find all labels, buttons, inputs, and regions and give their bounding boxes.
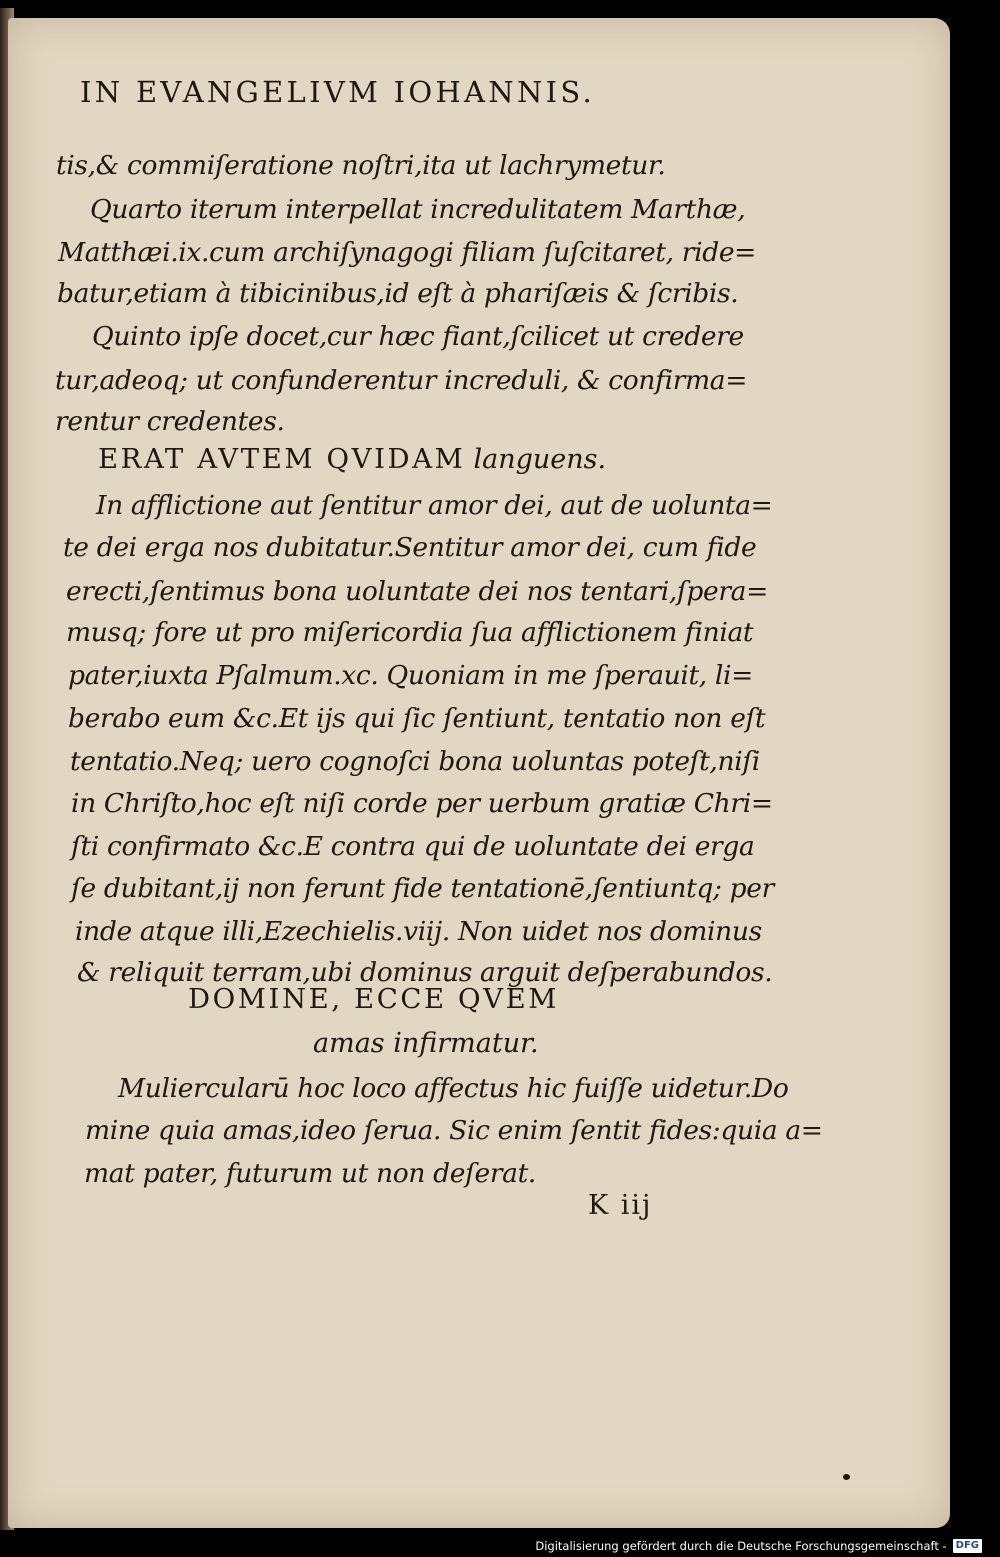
text-line: musq; fore ut pro miſericordia ſua afflictionem finiat (66, 617, 754, 648)
text-line: tis,& commiſeratione noſtri,ita ut lachrymetur. (56, 150, 666, 181)
text-line: berabo eum &c.Et ijs qui ſic ſentiunt, tentatio non eſt (68, 703, 766, 734)
text-line: tentatio.Neq; uero cognoſci bona uoluntas poteſt,niſi (70, 746, 760, 777)
text-line: In afflictione aut ſentitur amor dei, aut de uolunta= (96, 490, 773, 521)
text-line: pater,iuxta Pſalmum.xc. Quoniam in me ſperauit, li= (68, 660, 754, 691)
section-heading-italic: languens. (473, 444, 607, 475)
text-line: Quinto ipſe docet,cur hæc fiant,ſcilicet ut credere (92, 321, 744, 352)
text-line: te dei erga nos dubitatur.Sentitur amor dei, cum fide (63, 532, 757, 563)
funding-credit: Digitalisierung gefördert durch die Deutsche Forschungsgemeinschaft - (535, 1539, 947, 1553)
section-heading-caps: ERAT AVTEM QVIDAM (98, 443, 466, 475)
text-line: Quarto iterum interpellat incredulitatem Marthæ, (90, 194, 746, 225)
text-line: mat pater, futurum ut non deſerat. (84, 1158, 537, 1189)
text-line: ſe dubitant,ij non ferunt fide tentationē,ſentiuntq; per (71, 873, 774, 904)
signature-mark: K iij (588, 1190, 653, 1221)
text-line: inde atque illi,Ezechielis.viij. Non uidet nos dominus (75, 916, 762, 947)
digitization-footer (535, 1539, 982, 1553)
text-line: in Chriſto,hoc eſt niſi corde per uerbum gratiæ Chri= (71, 788, 773, 819)
text-line: & reliquit terram,ubi dominus arguit deſperabundos. (77, 957, 773, 988)
running-head: IN EVANGELIVM IOHANNIS. (80, 75, 596, 109)
text-line: erecti,ſentimus bona uoluntate dei nos tentari,ſpera= (66, 576, 768, 607)
section-heading (98, 443, 607, 475)
dfg-logo: DFG (953, 1539, 982, 1553)
section-heading-italic: amas infirmatur. (313, 1028, 539, 1059)
text-line: ſti confirmato &c.E contra qui de uoluntate dei erga (71, 831, 755, 862)
section-heading-caps: DOMINE, ECCE QVEM (188, 983, 560, 1015)
text-line: Matthæi.ix.cum archiſynagogi filiam ſuſcitaret, ride= (58, 237, 757, 268)
text-line: batur,etiam à tibicinibus,id eſt à phariſæis & ſcribis. (57, 278, 739, 309)
book-page (8, 18, 950, 1528)
text-line: rentur credentes. (55, 406, 285, 437)
ink-dot (843, 1474, 850, 1480)
text-line: Muliercularū hoc loco affectus hic fuiſſe uidetur.Do (118, 1073, 789, 1104)
text-line: tur,adeoq; ut confunderentur increduli, & confirma= (55, 365, 748, 396)
text-line: mine quia amas,ideo ſerua. Sic enim ſentit fides:quia a= (85, 1115, 823, 1146)
